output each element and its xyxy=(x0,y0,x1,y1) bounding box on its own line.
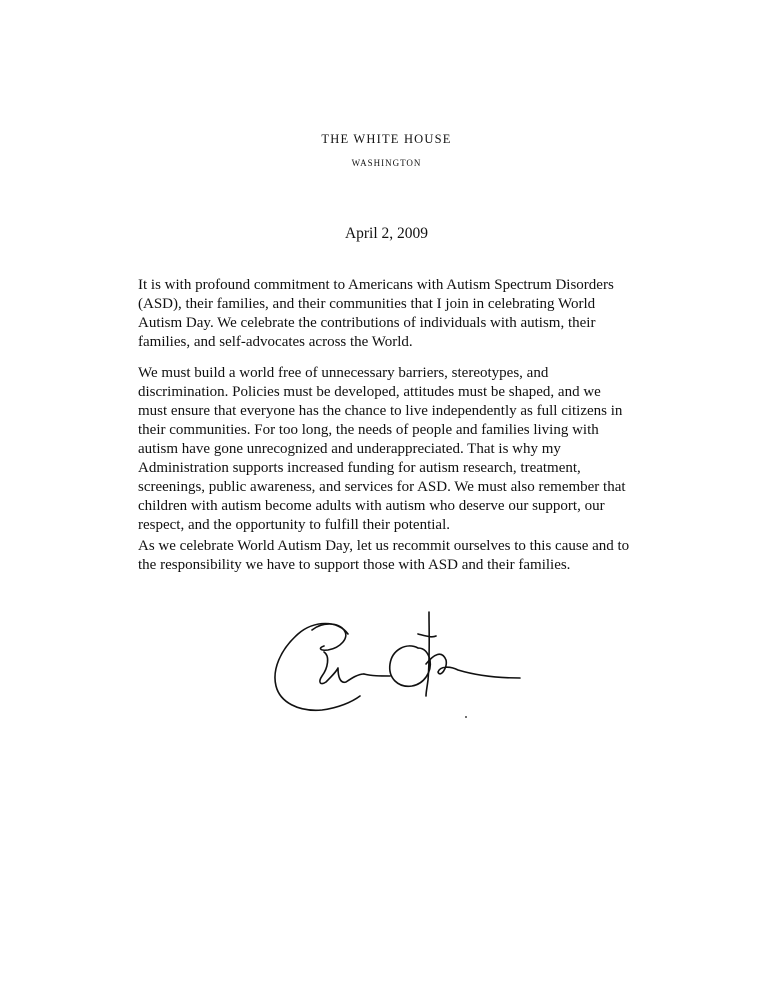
letter-date: April 2, 2009 xyxy=(344,225,429,242)
paragraph-2: We must build a world free of unnecessary barriers, stereotypes, and discrimination. Policies must be developed, attitudes must be shaped, and we must ensure that everyone has the chance to live independently as full citizens in their communities. For too long, the needs of people and families living with autism have gone unrecognized and underappreciated. That is why my Administration supports increased funding for autism research, treatment, screenings, public awareness, and services for ASD. We must also remember that children with autism become adults with autism who deserve our support, our respect, and the opportunity to fulfill their potential. xyxy=(138,365,626,533)
letterhead-subtitle: WASHINGTON xyxy=(351,158,422,168)
handwritten-signature xyxy=(268,606,538,730)
paper-speck xyxy=(465,716,467,718)
paragraph-1: It is with profound commitment to Americans with Autism Spectrum Disorders (ASD), their families, and their communities that I join in celebrating World Autism Day. We celebrate the contributions of individuals with autism, their families, and self-advocates across the World. xyxy=(138,277,614,350)
letterhead-title: THE WHITE HOUSE xyxy=(321,132,452,146)
paragraph-3: As we celebrate World Autism Day, let us recommit ourselves to this cause and to the responsibility we have to support those with ASD and their families. xyxy=(138,538,630,573)
